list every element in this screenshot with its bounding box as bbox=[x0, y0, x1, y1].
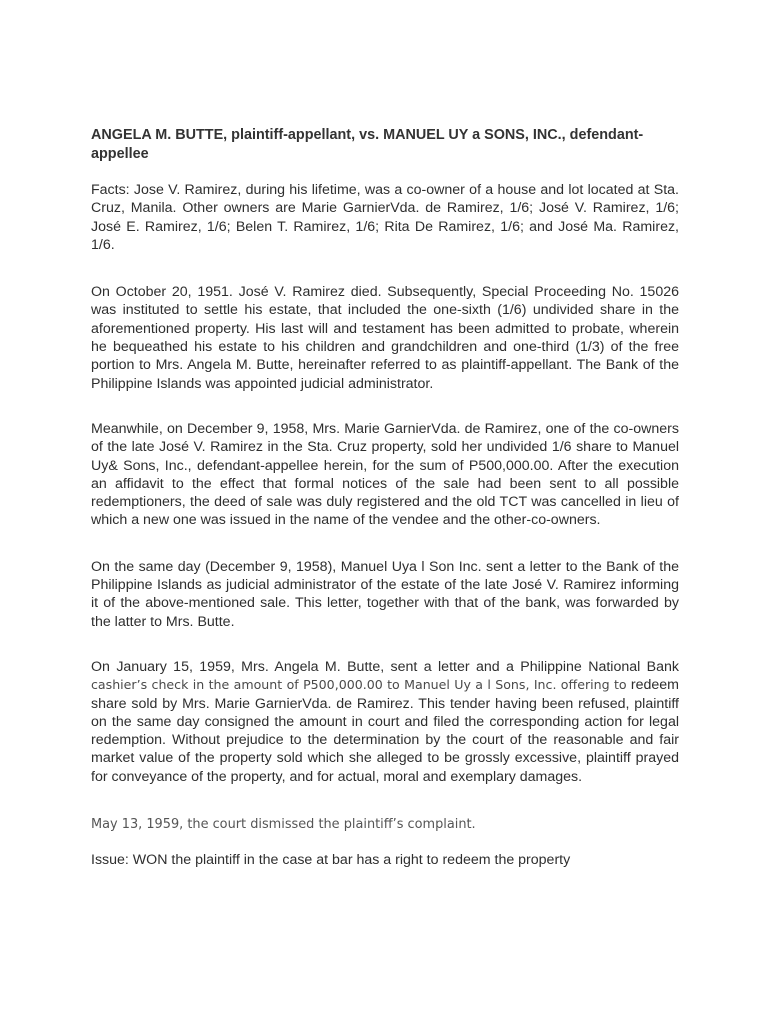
october-paragraph: On October 20, 1951. José V. Ramirez died. Subsequently, Special Proceeding No. 15026 was instituted to settle his estate, that included the one-sixth (1/6) undivided share in the aforementioned property. His last will and testament has been admitted to probate, wherein he bequeathed his estate to his children and grandchildren and one-third (1/3) of the free portion to Mrs. Angela M. Butte, hereinafter referred to as plaintiff-appellant. The Bank of the Philippine Islands was appointed judicial administrator. bbox=[91, 284, 679, 392]
same-day-paragraph: On the same day (December 9, 1958), Manuel Uya l Son Inc. sent a letter to the Bank of the Philippine Islands as judicial administrator of the estate of the late José V. Ramirez informing it of the above-mentioned sale. This letter, together with that of the bank, was forwarded by the latter to Mrs. Butte. bbox=[91, 558, 679, 630]
january-text-1: On January 15, 1959, Mrs. Angela M. Butte, sent a letter and a Philippine National Bank bbox=[91, 658, 679, 675]
facts-paragraph: Facts: Jose V. Ramirez, during his lifetime, was a co-owner of a house and lot located at Sta. Cruz, Manila. Other owners are Marie GarnierVda. de Ramirez, 1/6; José V. Ramirez, 1/6; José E. Ramirez, 1/6; Belen T. Ramirez, 1/6; Rita De Ramirez, 1/6; and José Ma. Ramirez, 1/6. bbox=[91, 182, 679, 253]
january-text-2: cashier’s check in the amount of P500,000.00 to Manuel Uy a l Sons, Inc. offering to bbox=[91, 677, 627, 693]
january-paragraph bbox=[91, 658, 679, 786]
case-title: ANGELA M. BUTTE, plaintiff-appellant, vs. MANUEL UY a SONS, INC., defendant-appellee bbox=[91, 127, 644, 162]
document-page bbox=[91, 126, 679, 888]
may-paragraph: May 13, 1959, the court dismissed the plaintiff’s complaint. bbox=[91, 817, 476, 833]
january-text-3: redeem share sold by Mrs. Marie GarnierVda. de Ramirez. This tender having been refused, plaintiff on the same day consigned the amount in court and filed the corresponding action for legal redemption. Without prejudice to the determination by the court of the reasonable and fair market value of the property sold which she alleged to be grossly excessive, plaintiff prayed for conveyance of the property, and for actual, moral and exemplary damages. bbox=[91, 677, 679, 785]
meanwhile-paragraph: Meanwhile, on December 9, 1958, Mrs. Marie GarnierVda. de Ramirez, one of the co-owners of the late José V. Ramirez in the Sta. Cruz property, sold her undivided 1/6 share to Manuel Uy& Sons, Inc., defendant-appellee herein, for the sum of P500,000.00. After the execution an affidavit to the effect that formal notices of the sale had been sent to all possible redemptioners, the deed of sale was duly registered and the old TCT was cancelled in lieu of which a new one was issued in the name of the vendee and the other-co-owners. bbox=[91, 420, 679, 529]
issue-paragraph: Issue: WON the plaintiff in the case at bar has a right to redeem the property bbox=[91, 852, 571, 869]
